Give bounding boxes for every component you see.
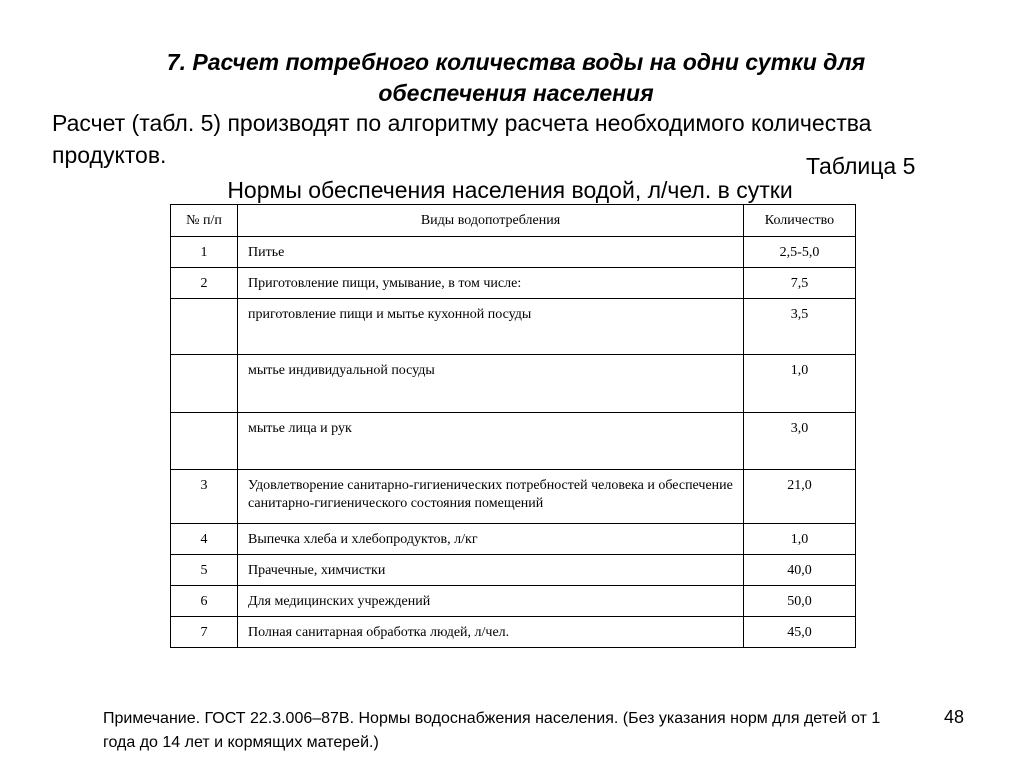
section-heading — [60, 47, 972, 109]
section-heading-line-1: 7. Расчет потребного количества воды на одни сутки для — [166, 49, 866, 75]
row-number: 1 — [171, 237, 238, 268]
column-header-kind: Виды водопотребления — [238, 205, 744, 237]
table-row — [171, 524, 856, 555]
table-row — [171, 555, 856, 586]
section-heading-line-2: обеспечения населения — [378, 80, 654, 106]
intro-paragraph: Расчет (табл. 5) производят по алгоритму расчета необходимого количества продуктов. — [52, 110, 872, 168]
table-row — [171, 413, 856, 470]
row-number — [171, 413, 238, 470]
row-number — [171, 355, 238, 413]
row-kind: Выпечка хлеба и хлебопродуктов, л/кг — [238, 524, 744, 555]
page-number: 48 — [944, 707, 965, 727]
table-row — [171, 268, 856, 299]
row-number: 2 — [171, 268, 238, 299]
table-row — [171, 299, 856, 355]
row-quantity: 50,0 — [744, 586, 856, 617]
table-header-row — [171, 205, 856, 237]
row-quantity: 3,5 — [744, 299, 856, 355]
water-norms-table — [170, 204, 856, 648]
table-row — [171, 355, 856, 413]
row-quantity: 40,0 — [744, 555, 856, 586]
table-row — [171, 237, 856, 268]
row-number: 7 — [171, 617, 238, 648]
table-title: Нормы обеспечения населения водой, л/чел. в сутки — [227, 177, 793, 203]
row-kind: мытье лица и рук — [238, 413, 744, 470]
row-quantity: 7,5 — [744, 268, 856, 299]
row-number — [171, 299, 238, 355]
row-kind: Прачечные, химчистки — [238, 555, 744, 586]
row-kind: Для медицинских учреждений — [238, 586, 744, 617]
row-number: 4 — [171, 524, 238, 555]
row-quantity: 3,0 — [744, 413, 856, 470]
row-quantity: 45,0 — [744, 617, 856, 648]
row-quantity: 1,0 — [744, 355, 856, 413]
row-number: 5 — [171, 555, 238, 586]
row-kind: приготовление пищи и мытье кухонной посуды — [238, 299, 744, 355]
row-number: 6 — [171, 586, 238, 617]
row-number: 3 — [171, 470, 238, 524]
table-row — [171, 617, 856, 648]
row-kind: мытье индивидуальной посуды — [238, 355, 744, 413]
table-row — [171, 470, 856, 524]
table-label: Таблица 5 — [806, 153, 916, 179]
row-quantity: 21,0 — [744, 470, 856, 524]
row-quantity: 1,0 — [744, 524, 856, 555]
row-kind: Приготовление пищи, умывание, в том числе: — [238, 268, 744, 299]
row-kind: Питье — [238, 237, 744, 268]
footnote: Примечание. ГОСТ 22.3.006–87В. Нормы водоснабжения населения. (Без указания норм для детей от 1 года до 14 лет и кормящих матерей.) — [103, 710, 881, 751]
column-header-quantity: Количество — [744, 205, 856, 237]
table-row — [171, 586, 856, 617]
column-header-number: № п/п — [171, 205, 238, 237]
row-kind: Полная санитарная обработка людей, л/чел. — [238, 617, 744, 648]
row-kind: Удовлетворение санитарно-гигиенических потребностей человека и обеспечение санитарно-гигиенического состояния помещений — [238, 470, 744, 524]
row-quantity: 2,5-5,0 — [744, 237, 856, 268]
